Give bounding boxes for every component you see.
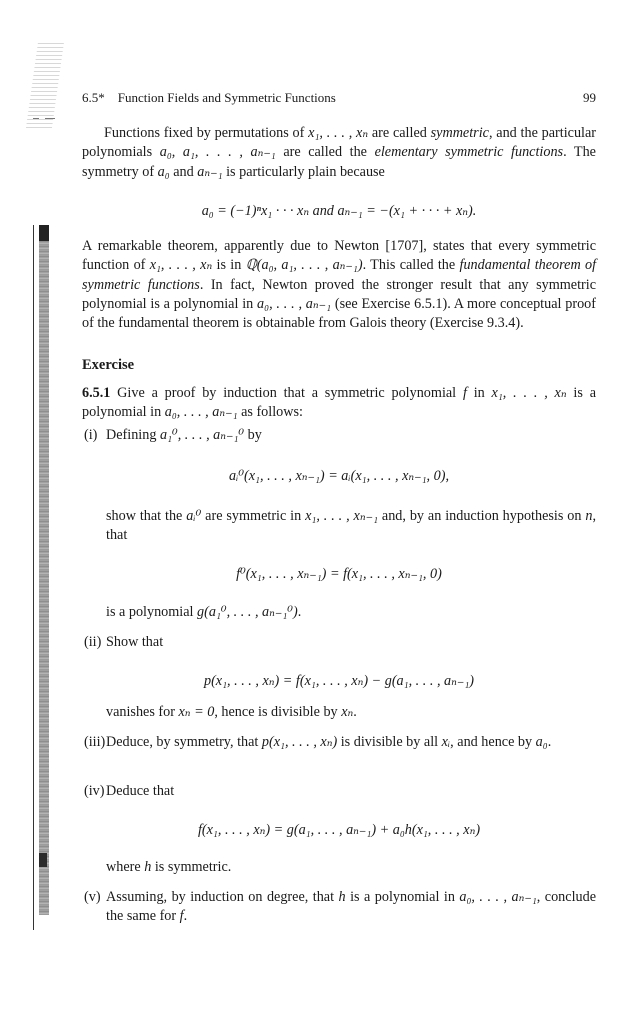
text: , hence is divisible by	[214, 704, 342, 720]
equation-text: p(x₁, . . . , xₙ) = f(x₁, . . . , xₙ) − g(a₁, . . . , aₙ₋₁)	[203, 673, 475, 689]
item-followup	[106, 603, 596, 622]
display-equation	[82, 468, 596, 485]
text: in	[466, 385, 492, 401]
math-vars: x₁, . . . , xₙ₋₁	[305, 508, 379, 524]
emphasis: fundamental theorem of symmetric functions	[82, 257, 597, 293]
text: is divisible by all	[337, 734, 442, 750]
text: by	[244, 427, 262, 443]
theorem-paragraph	[82, 237, 596, 333]
text: .	[183, 908, 188, 925]
math-f: f	[462, 385, 467, 401]
text: Give a proof by induction that a symmetric polynomial	[110, 385, 463, 401]
math-f: f	[179, 908, 184, 925]
scan-artifact-marks	[26, 40, 65, 130]
math-vars: x₁, . . . , xₙ	[308, 125, 369, 141]
page-binding-edge	[33, 225, 51, 935]
binding-shadow-dark	[39, 853, 47, 867]
text: is a polynomial in	[345, 889, 460, 905]
text: , conclude the same for	[106, 889, 596, 925]
binding-rule	[33, 225, 34, 930]
text: are called	[368, 125, 431, 141]
text: is in	[212, 257, 246, 274]
item-body	[106, 426, 596, 445]
math-var: aᵢ⁰	[186, 508, 202, 524]
text: A remarkable theorem, apparently due to Newton [1707], states that every symmetric function of	[82, 238, 596, 274]
exercise-number: 6.5.1	[82, 385, 111, 401]
text: Defining	[106, 427, 160, 443]
equation-text: a₀ = (−1)ⁿx₁ · · · xₙ and aₙ₋₁ = −(x₁ + · · · + xₙ).	[201, 203, 477, 219]
math-h: h	[144, 859, 152, 875]
text: and	[169, 163, 198, 180]
text: . In fact, Newton proved the stronger result that any symmetric polynomial is a polynomial in	[82, 276, 597, 312]
exercise-intro	[82, 384, 596, 423]
math-vars: a₁⁰, . . . , aₙ₋₁⁰	[159, 427, 245, 443]
text: show that the	[106, 508, 187, 524]
item-body	[106, 888, 596, 927]
math-a0: a₀	[157, 163, 170, 180]
math-expr: g(a₁⁰, . . . , aₙ₋₁⁰)	[197, 604, 298, 620]
math-vars: x₁, . . . , xₙ	[149, 257, 213, 274]
text: is particularly plain because	[222, 163, 385, 180]
text: as follows:	[237, 404, 303, 421]
page-number: 99	[583, 90, 596, 105]
emphasis: symmetric	[430, 125, 489, 141]
equation-text: f(x₁, . . . , xₙ) = g(a₁, . . . , aₙ₋₁) + a₀h(x₁, . . . , xₙ)	[197, 822, 481, 838]
text: .	[297, 604, 302, 620]
math-h: h	[338, 889, 346, 905]
text: Functions fixed by permutations of	[104, 125, 309, 141]
scan-artifact-dash	[33, 118, 39, 119]
intro-paragraph	[82, 124, 596, 182]
display-equation	[82, 203, 596, 220]
text: is symmetric.	[151, 859, 232, 875]
item-label: (ii)	[84, 634, 102, 650]
math-vars: x₁, . . . , xₙ	[491, 385, 567, 401]
item-followup	[106, 507, 596, 546]
equation-text: aᵢ⁰(x₁, . . . , xₙ₋₁) = aᵢ(x₁, . . . , xₙ₋₁, 0),	[229, 468, 449, 484]
text: , and the particular polynomials	[82, 125, 597, 161]
display-equation	[82, 566, 596, 583]
math-polys: a₀, . . . , aₙ₋₁	[459, 889, 537, 905]
math-eq: xₙ = 0	[178, 704, 215, 720]
binding-shadow	[39, 225, 49, 915]
running-head	[82, 90, 596, 108]
section-number: 6.5*	[82, 90, 105, 105]
equation-text: f⁰(x₁, . . . , xₙ₋₁) = f(x₁, . . . , xₙ₋₁, 0)	[236, 566, 442, 582]
text: . The symmetry of	[82, 144, 596, 180]
text: are symmetric in	[201, 508, 306, 524]
display-equation	[82, 673, 596, 690]
chapter-title: Function Fields and Symmetric Functions	[117, 90, 336, 105]
text: .	[353, 704, 357, 720]
display-equation	[82, 822, 596, 839]
text: , and hence by	[450, 734, 536, 750]
item-body	[106, 733, 596, 752]
item-followup	[106, 858, 596, 877]
math-n: n	[585, 508, 593, 524]
math-an1: aₙ₋₁	[197, 163, 223, 180]
section-title	[82, 90, 336, 106]
scan-artifact-dash	[45, 118, 55, 119]
text: is a polynomial in	[82, 385, 596, 421]
text: . This called the	[362, 257, 460, 274]
item-followup	[106, 703, 596, 722]
item-label: (v)	[84, 889, 101, 905]
math-var: xᵢ	[441, 734, 451, 750]
text: is a polynomial	[106, 604, 198, 620]
text: Deduce, by symmetry, that	[106, 734, 262, 750]
item-label: (i)	[84, 427, 98, 443]
math-polys: a₀, . . . , aₙ₋₁	[164, 404, 238, 421]
exercise-heading: Exercise	[82, 357, 135, 373]
math-var: xₙ	[341, 704, 354, 720]
binding-shadow-dark	[39, 225, 49, 241]
text: Assuming, by induction on degree, that	[106, 889, 339, 905]
text: , that	[106, 508, 596, 544]
math-polys: a₀, . . . , aₙ₋₁	[257, 295, 332, 312]
text: vanishes for	[106, 704, 179, 720]
item-label: (iii)	[84, 734, 106, 750]
text: (see Exercise 6.5.1). A more conceptual proof of the fundamental theorem is obtainable from Galois theory (Exercise 9.3.4).	[82, 295, 596, 332]
text: .	[547, 734, 552, 750]
math-polys: a₀, a₁, . . . , aₙ₋₁	[159, 144, 276, 161]
item-body: Show that	[106, 634, 164, 650]
item-body: Deduce that	[106, 783, 175, 799]
math-field: ℚ(a₀, a₁, . . . , aₙ₋₁)	[245, 257, 363, 274]
item-label: (iv)	[84, 783, 105, 799]
emphasis: elementary symmetric functions	[374, 144, 564, 161]
text: are called the	[275, 144, 375, 161]
text: and, by an induction hypothesis on	[378, 508, 586, 524]
math-expr: p(x₁, . . . , xₙ)	[261, 734, 338, 750]
math-a0: a₀	[535, 734, 548, 750]
text: where	[106, 859, 145, 875]
